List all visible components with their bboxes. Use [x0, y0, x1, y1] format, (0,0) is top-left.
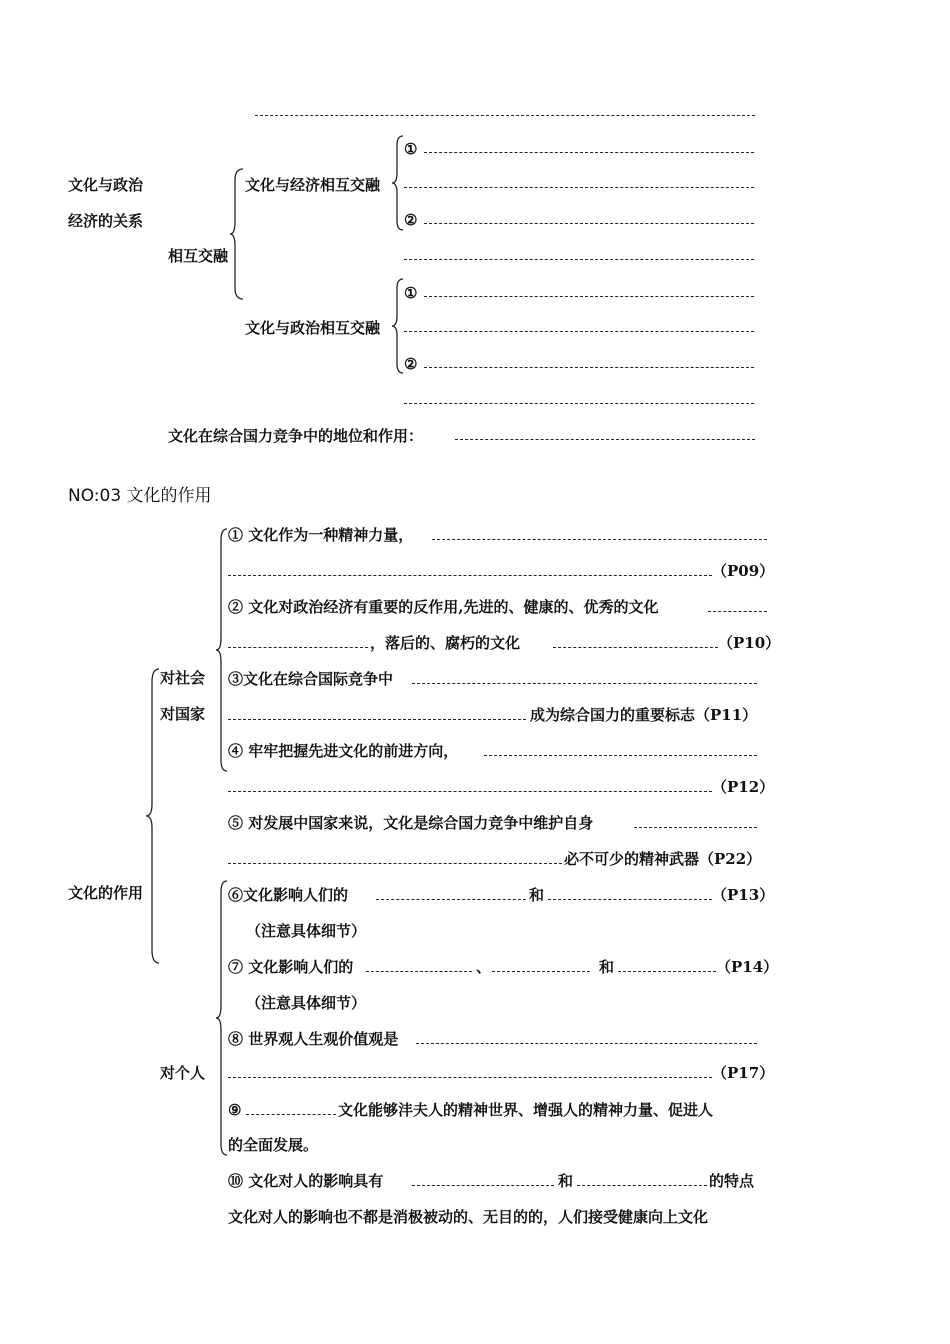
item-9-cont: 文化能够沣夫人的精神世界、增强人的精神力量、促进人	[338, 1101, 714, 1119]
blank-line	[708, 611, 767, 612]
item-3-cont: 成为综合国力的重要标志（P11）	[530, 706, 758, 724]
item-4: ④ 牢牢把握先进文化的前进方向，	[228, 742, 459, 760]
item-6-and: 和	[529, 886, 545, 904]
circle-1: ①	[404, 140, 418, 158]
blank-line	[404, 403, 754, 404]
item-5-cont: 必不可少的精神武器（P22）	[564, 850, 762, 868]
blank-line	[412, 683, 757, 684]
blank-line	[404, 187, 754, 188]
circle-2: ②	[404, 355, 418, 373]
blank-line	[255, 115, 755, 116]
relation-label-line2: 经济的关系	[68, 212, 144, 230]
blank-line	[484, 755, 757, 756]
brace-society	[216, 528, 230, 772]
circle-2: ②	[404, 211, 418, 229]
mutual-label: 相互交融	[168, 247, 229, 265]
item-9: ⑨	[228, 1101, 242, 1119]
blank-line	[553, 647, 718, 648]
item-7-and: 和	[599, 958, 615, 976]
section-heading: NO:03 文化的作用	[68, 486, 212, 506]
item-1: ① 文化作为一种精神力量，	[228, 526, 414, 544]
root-label: 文化的作用	[68, 884, 144, 902]
culture-economy-label: 文化与经济相互交融	[245, 176, 381, 194]
society-label-line2: 对国家	[160, 705, 206, 723]
individual-label: 对个人	[160, 1064, 206, 1082]
relation-label-line1: 文化与政治	[68, 176, 144, 194]
item-2: ② 文化对政治经济有重要的反作用,先进的、健康的、优秀的文化	[228, 598, 659, 616]
item-5: ⑤ 对发展中国家来说，文化是综合国力竞争中维护自身	[228, 814, 594, 832]
item-10-and: 和	[558, 1172, 574, 1190]
society-label-line1: 对社会	[160, 669, 206, 687]
blank-line	[432, 539, 767, 540]
item-10-end: 的特点	[709, 1172, 755, 1190]
page-ref-p10: （P10）	[718, 634, 781, 652]
blank-line	[366, 971, 472, 972]
item-11: 文化对人的影响也不都是消极被动的、无目的的，人们接受健康向上文化	[228, 1208, 709, 1226]
blank-line	[424, 152, 754, 153]
blank-line	[424, 296, 754, 297]
blank-line	[412, 1185, 554, 1186]
blank-line	[424, 367, 754, 368]
status-line: 文化在综合国力竞争中的地位和作用：	[168, 427, 424, 445]
page-ref-p09: （P09）	[712, 562, 775, 580]
item-3: ③文化在综合国际竞争中	[228, 670, 394, 688]
item-6: ⑥文化影响人们的	[228, 886, 349, 904]
blank-line	[228, 647, 368, 648]
blank-line	[404, 259, 754, 260]
item-8: ⑧ 世界观人生观价值观是	[228, 1030, 399, 1048]
blank-line	[618, 971, 716, 972]
blank-line	[246, 1114, 336, 1115]
blank-line	[548, 899, 712, 900]
culture-politics-label: 文化与政治相互交融	[245, 319, 381, 337]
item-7: ⑦ 文化影响人们的	[228, 958, 354, 976]
blank-line	[376, 899, 526, 900]
circle-1: ①	[404, 284, 418, 302]
brace-mutual	[230, 168, 246, 300]
blank-line	[424, 223, 754, 224]
page-ref-p13: （P13）	[712, 886, 775, 904]
blank-line	[228, 863, 562, 864]
note-details: （注意具体细节）	[246, 922, 367, 940]
blank-line	[228, 1077, 712, 1078]
page-ref-p14: （P14）	[716, 958, 779, 976]
blank-line	[228, 791, 712, 792]
blank-line	[228, 575, 712, 576]
blank-line	[228, 719, 526, 720]
item-7-sep: 、	[476, 958, 492, 976]
item-9-end: 的全面发展。	[228, 1136, 319, 1154]
blank-line	[455, 439, 755, 440]
blank-line	[404, 331, 754, 332]
item-10: ⑩ 文化对人的影响具有	[228, 1172, 384, 1190]
blank-line	[577, 1185, 707, 1186]
page-ref-p17: （P17）	[712, 1064, 775, 1082]
blank-line	[416, 1043, 757, 1044]
item-2-cont: ，落后的、腐朽的文化	[370, 634, 521, 652]
blank-line	[492, 971, 590, 972]
page-ref-p12: （P12）	[712, 778, 775, 796]
blank-line	[634, 827, 757, 828]
note-details: （注意具体细节）	[246, 994, 367, 1012]
